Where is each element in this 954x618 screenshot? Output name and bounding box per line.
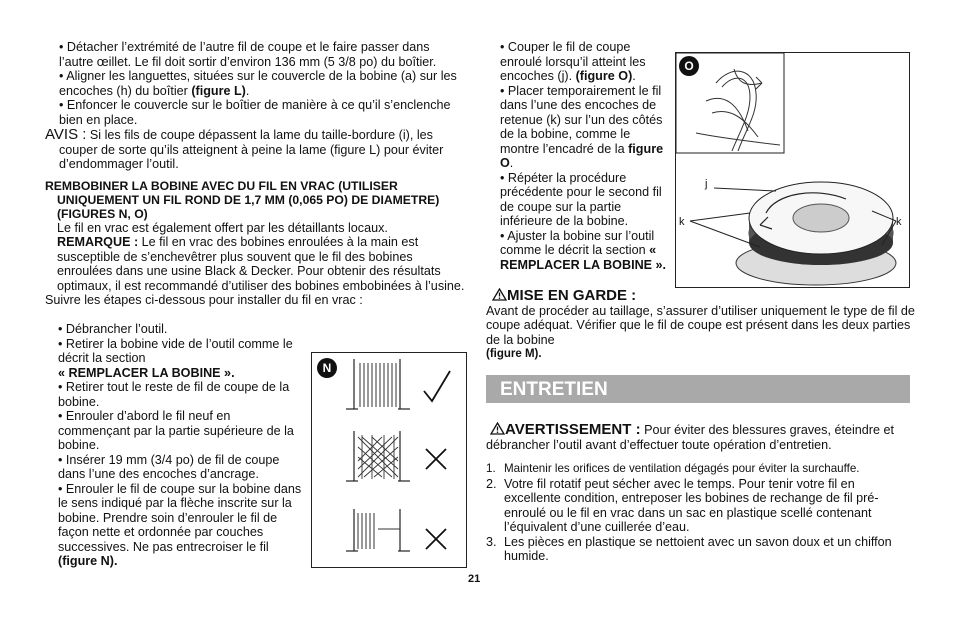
step-inserer: • Insérer 19 mm (3/4 po) de fil de coupe dans l’une des encoches d’ancrage.	[58, 452, 280, 481]
bullet-couper: • Couper le fil de coupe enroulé lorsqu’il atteint les encoches (j). (figure O).	[500, 40, 646, 83]
figure-o-badge: O	[679, 56, 699, 76]
right-bullets	[500, 40, 672, 272]
figure-n	[311, 352, 467, 568]
mise-title-line	[486, 288, 916, 304]
mise-text: Avant de procéder au taillage, s’assurer d’utiliser uniquement le type de fil de coupe adéquat. Vérifier que le fil de coupe est présent dans les deux parties de la bobine	[486, 303, 915, 347]
callout-k-left: k	[679, 216, 685, 228]
callout-k-right: k	[896, 216, 902, 228]
section-heading: REMBOBINER LA BOBINE AVEC DU FIL EN VRAC (UTILISER UNIQUEMENT UN FIL ROND DE 1,7 MM (0,065 PO) DE DIAMETRE) (FIGURES N, O)	[45, 178, 440, 221]
warning-triangle-icon	[492, 288, 507, 301]
avis-note	[45, 128, 465, 172]
warning-triangle-icon-2	[490, 422, 505, 435]
bullet-repeter: • Répéter la procédure précédente pour le second fil de coupe sur la partie inférieure de la bobine.	[500, 170, 662, 228]
list-item: 2. Votre fil rotatif peut sécher avec le temps. Pour tenir votre fil en excellente condition, entreposer les bobines de rechange de fil pré-enroulé ou le fil en vrac dans un sac en plastique scellé contenant l’équivalent d’une cuillerée d’eau.	[486, 476, 879, 534]
mise-fig-ref: (figure M).	[486, 348, 542, 360]
checkmark-icon	[424, 371, 450, 401]
page-number: 21	[468, 573, 481, 585]
avert-title: AVERTISSEMENT :	[505, 421, 641, 438]
step-enrouler-sens: • Enrouler le fil de coupe sur la bobine dans le sens indiqué par la flèche inscrite sur la bobine. Prendre soin d’enrouler le fil de façon nette et ordonnée par couches successives. Ne pas entrecroiser le fil (figure N).	[58, 481, 302, 568]
remarque-label: REMARQUE :	[57, 235, 139, 249]
figure-n-badge: N	[317, 358, 337, 378]
bullet-aligner: • Aligner les languettes, situées sur le couvercle de la bobine (a) sur les encoches (h) du boîtier (figure L).	[59, 69, 457, 98]
mise-en-garde	[486, 288, 916, 362]
avis-label: AVIS :	[45, 126, 87, 143]
bullet-enfoncer: • Enfoncer le couvercle sur le boîtier de manière à ce qu’il s’enclenche bien en place.	[59, 98, 451, 127]
cross-icon-1	[426, 449, 446, 469]
step-enrouler: • Enrouler d’abord le fil neuf en commençant par la partie supérieure de la bobine.	[58, 409, 294, 452]
step-retirer-reste: • Retirer tout le reste de fil de coupe de la bobine.	[58, 380, 290, 409]
step-retirer-bobine: • Retirer la bobine vide de l’outil comme le décrit la section	[58, 336, 293, 365]
cross-icon-2	[426, 529, 446, 549]
entretien-banner	[486, 375, 910, 403]
avertissement	[486, 422, 912, 564]
steps-list	[58, 322, 306, 569]
follow-text: Suivre les étapes ci-dessous pour installer du fil en vrac :	[45, 293, 363, 307]
entretien-list	[486, 462, 912, 564]
avert-line	[486, 422, 912, 452]
figure-o	[675, 52, 910, 288]
remarque-text: Le fil en vrac des bobines enroulées à la main est susceptible de s’enchevêtrer plus souvent que le fil des bobines enroulées dans une usine Black & Decker. Pour obtenir des résultats optimaux, il est recommandé d’utiliser des bobines embobinées à l’usine.	[57, 235, 465, 293]
step-debrancher: • Débrancher l’outil.	[58, 322, 168, 336]
mise-title: MISE EN GARDE :	[507, 287, 637, 304]
entretien-title: ENTRETIEN	[500, 379, 608, 400]
avert-text: Pour éviter des blessures graves, éteindre et débrancher l’outil avant d’effectuer toute opération d’entretien.	[486, 423, 894, 452]
callout-j: j	[705, 178, 708, 190]
list-item: 1. Maintenir les orifices de ventilation dégagés pour éviter la surchauffe.	[486, 462, 860, 475]
section-text: Le fil en vrac est également offert par les détaillants locaux.	[57, 220, 388, 235]
spool-illustrations	[312, 353, 466, 567]
bullet-detacher: • Détacher l’extrémité de l’autre fil de coupe et le faire passer dans l’autre œillet. Le fil doit sortir d’environ 136 mm (5 3/8 po) du boîtier.	[59, 40, 437, 69]
spool-notch-illustration	[676, 53, 909, 287]
step-retirer-bobine-ref: « REMPLACER LA BOBINE ».	[58, 365, 235, 380]
avis-text: Si les fils de coupe dépassent la lame du taille-bordure (i), les couper de sorte qu’ils atteignent à peine la lame (figure L) pour éviter d’endommager l’outil.	[59, 128, 444, 171]
bullet-ajuster: • Ajuster la bobine sur l’outil comme le décrit la section « REMPLACER LA BOBINE ».	[500, 228, 667, 272]
bullet-placer: • Placer temporairement le fil dans l’une des encoches de retenue (k) sur l’un des côtés de la bobine, comme le montre l’encadré de la figure O.	[500, 83, 664, 170]
list-item: 3. Les pièces en plastique se nettoient avec un savon doux et un chiffon humide.	[486, 534, 892, 563]
left-column	[45, 40, 465, 308]
remarque	[45, 235, 465, 293]
